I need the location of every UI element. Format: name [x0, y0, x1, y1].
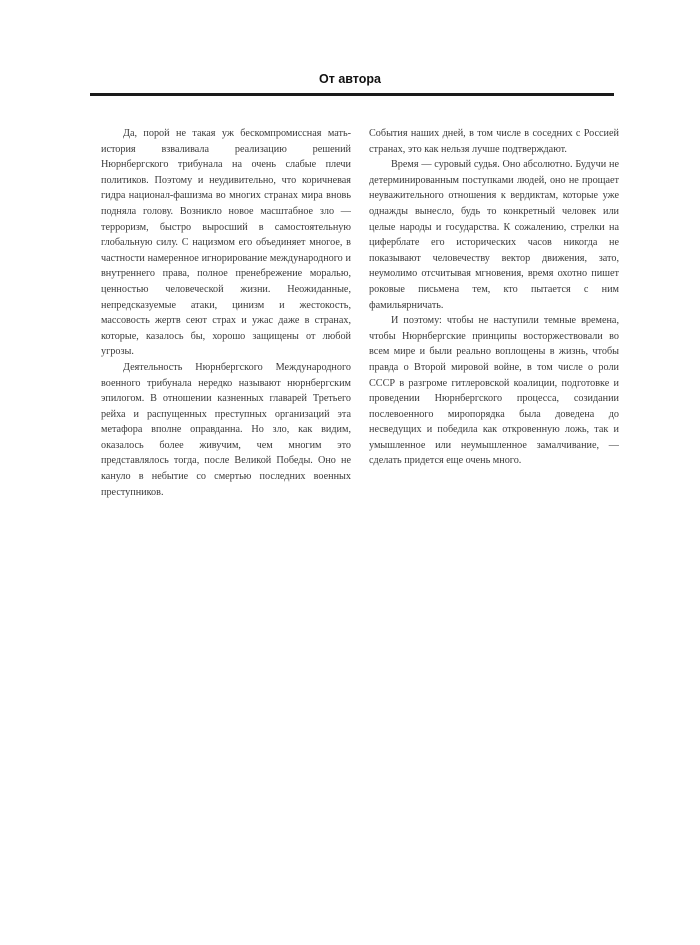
left-text-column — [101, 126, 351, 500]
paragraph: Да, порой не такая уж бескомпромиссная мать-история взваливала реализацию решений Нюрнбергского трибунала на очень слабые плечи политиков. Поэтому и неудивительно, что коричневая гидра национал-фашизма во многих странах мира вновь подняла голову. Возникло новое масштабное зло — терроризм, быстро выросший в самостоятельную глобальную силу. С нацизмом его объединяет многое, в частности намеренное игнорирование международного и внутреннего права, полное пренебрежение моралью, ценностью человеческой жизни. Неожиданные, непредсказуемые атаки, цинизм и жестокость, массовость жертв сеют страх и ужас даже в странах, которые, казалось бы, хорошо защищены от любой угрозы. — [101, 128, 351, 358]
paragraph: Время — суровый судья. Оно абсолютно. Будучи не детерминированным поступками людей, оно не прощает неуважительного отношения к вердиктам, которые уже однажды вынесло, будь то конкретный человек или целые народы и государства. К сожалению, стрелки на циферблате его исторических часов никогда не показывают человечеству вектор движения, зато, неумолимо отсчитывая мгновения, время охотно пишет роковые письмена тем, кто пытается с ним фамильярничать. — [369, 159, 619, 311]
paragraph: И поэтому: чтобы не наступили темные времена, чтобы Нюрнбергские принципы восторжествовали во всем мире и были реально воплощены в жизнь, чтобы правда о Второй мировой войне, в том числе о роли СССР в разгроме гитлеровской коалиции, подготовке и проведении Нюрнбергского процесса, созидании послевоенного миропорядка была доведена до несведущих и победила как откровенную ложь, так и умышленное или неумышленное замалчивание, — сделать придется еще очень много. — [369, 315, 619, 467]
header-rule — [90, 93, 614, 96]
page-header-title: От автора — [319, 72, 381, 86]
paragraph: Деятельность Нюрнбергского Международного военного трибунала нередко называют нюрнбергским эпилогом. В отношении казненных главарей Третьего рейха и распущенных преступных организаций эта метафора вполне оправданна. Но зло, как видим, оказалось более живучим, чем многим это представлялось тогда, после Великой Победы. Оно не кануло в небытие со смертью последних военных преступников. — [101, 361, 351, 498]
right-text-column — [369, 126, 619, 469]
paragraph-continuation: События наших дней, в том числе в соседних с Россией странах, это как нельзя лучше подтверждают. — [369, 128, 619, 155]
